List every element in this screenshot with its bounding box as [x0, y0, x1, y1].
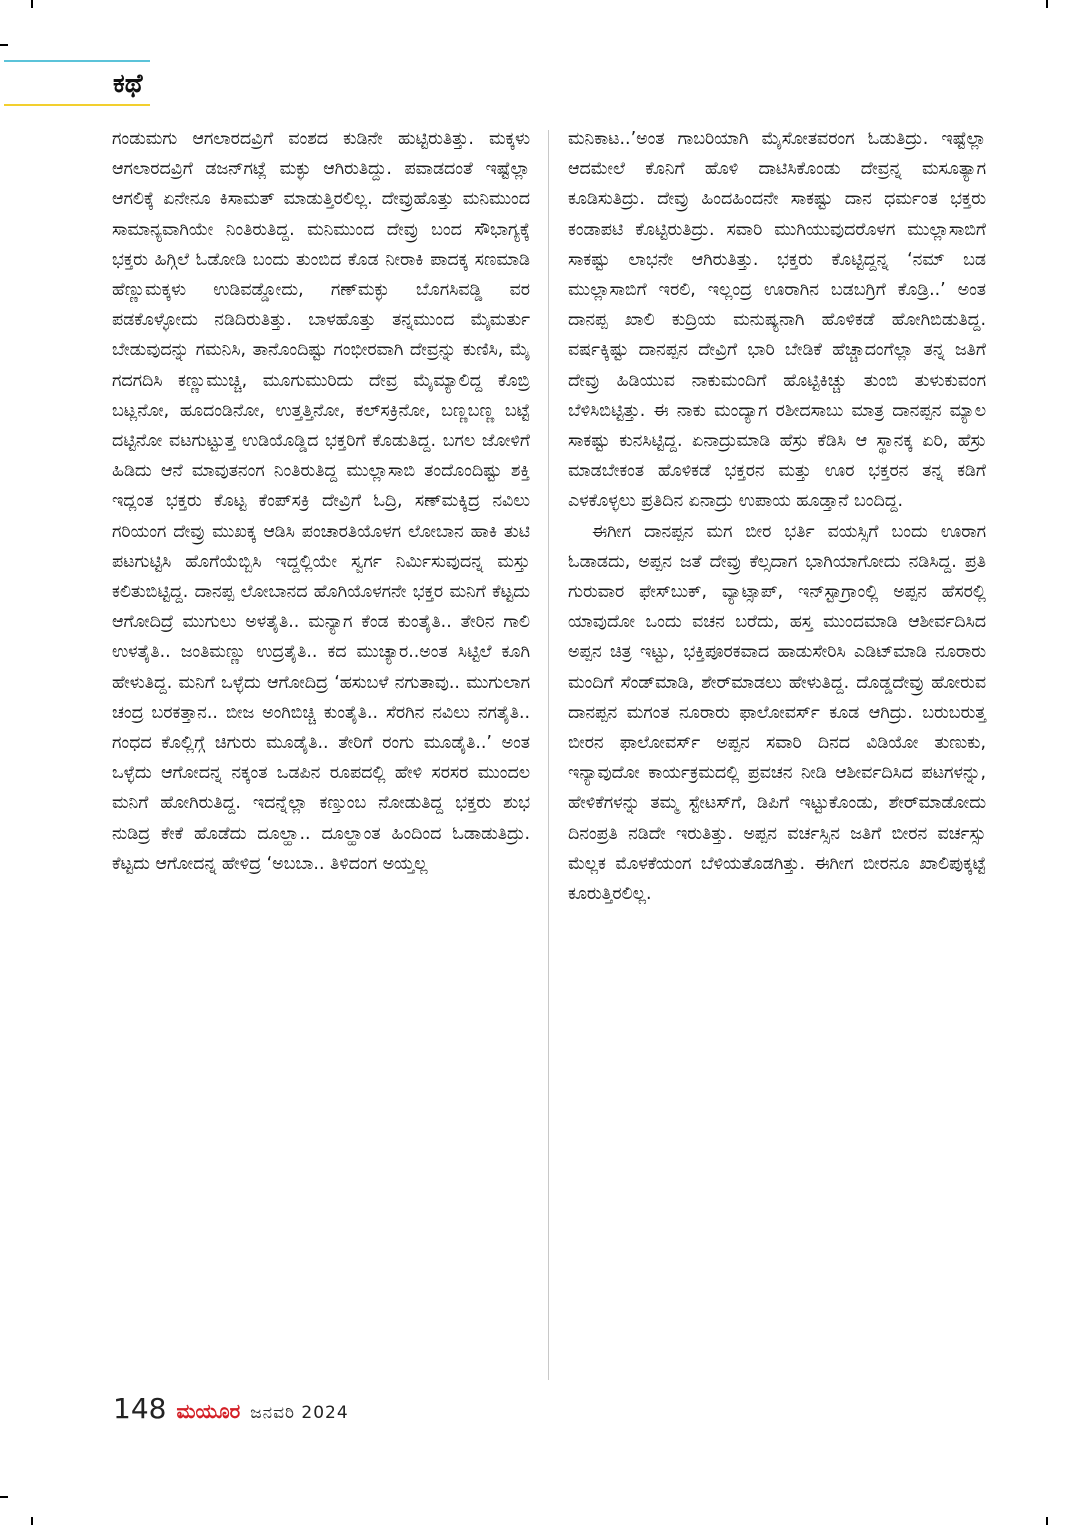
issue-date: ಜನವರಿ 2024: [250, 1403, 349, 1423]
crop-mark: [0, 44, 8, 46]
header-rule-yellow: [4, 104, 150, 106]
crop-mark: [1046, 0, 1048, 8]
story-paragraph: ಈಗೀಗ ದಾನಪ್ಪನ ಮಗ ಬೀರ ಭರ್ತಿ ವಯಸ್ಸಿಗೆ ಬಂದು ಊರಾಗ ಓಡಾಡದು, ಅಪ್ಪನ ಜತೆ ದೇವ್ರು ಕೆಲ್ಸದಾಗ ಭಾಗಿಯಾಗೋದು ನಡಿಸಿದ್ದ. ಪ್ರತಿ ಗುರುವಾರ ಫೇಸ್‌ಬುಕ್, ವ್ಯಾಟ್ಸಾಪ್, ಇನ್‌ಸ್ಟಾಗ್ರಾಂಲ್ಲಿ ಅಪ್ಪನ ಹೆಸರಲ್ಲಿ ಯಾವುದೋ ಒಂದು ವಚನ ಬರೆದು, ಹಸ್ತ ಮುಂದಮಾಡಿ ಆಶೀರ್ವದಿಸಿದ ಅಪ್ಪನ ಚಿತ್ರ ಇಟ್ಟು, ಭಕ್ತಿಪೂರಕವಾದ ಹಾಡುಸೇರಿಸಿ ಎಡಿಟ್‌ಮಾಡಿ ನೂರಾರು ಮಂದಿಗೆ ಸೆಂಡ್‌ಮಾಡಿ, ಶೇರ್‌ಮಾಡಲು ಹೇಳುತಿದ್ದ. ದೊಡ್ಡದೇವ್ರು ಹೋರುವ ದಾನಪ್ಪನ ಮಗಂತ ನೂರಾರು ಫಾಲೋವರ್ಸ್ ಕೂಡ ಆಗಿದ್ರು. ಬರುಬರುತ್ತ ಬೀರನ ಫಾಲೋವರ್ಸ್ ಅಪ್ಪನ ಸವಾರಿ ದಿನದ ವಿಡಿಯೋ ತುಣುಕು, ಇನ್ಯಾವುದೋ ಕಾರ್ಯಕ್ರಮದಲ್ಲಿ ಪ್ರವಚನ ನೀಡಿ ಆಶೀರ್ವದಿಸಿದ ಪಟಗಳನ್ನು, ಹೇಳಿಕೆಗಳನ್ನು ತಮ್ಮ ಸ್ಟೇಟಸ್‌ಗೆ, ಡಿಪಿಗೆ ಇಟ್ಟುಕೊಂಡು, ಶೇರ್‌ಮಾಡೋದು ದಿನಂಪ್ರತಿ ನಡಿದೇ ಇರುತಿತ್ತು. ಅಪ್ಪನ ವರ್ಚಸ್ಸಿನ ಜತಿಗೆ ಬೀರನ ವರ್ಚಸ್ಸು ಮೆಲ್ಲಕ ಮೊಳಕೆಯಂಗ ಬೆಳಿಯತೊಡಗಿತ್ತು. ಈಗೀಗ ಬೀರನೂ ಖಾಲಿಪುಕ್ಕಟ್ಟೆ ಕೂರುತ್ತಿರಲಿಲ್ಲ.: [568, 521, 986, 905]
column-divider: [548, 130, 549, 1380]
left-column: [112, 124, 530, 879]
crop-mark: [31, 1517, 33, 1525]
page-footer: [113, 1392, 349, 1426]
crop-mark: [31, 0, 33, 8]
story-paragraph: ಮನಿಕಾಟ..’ಅಂತ ಗಾಬರಿಯಾಗಿ ಮೈಸೋತವರಂಗ ಓಡುತಿದ್ರು. ಇಷ್ಟೆಲ್ಲಾ ಆದಮೇಲೆ ಕೊನಿಗೆ ಹೊಳಿ ದಾಟಿಸಿಕೊಂಡು ದೇವ್ರನ್ನ ಮಸೂತ್ಯಾಗ ಕೂಡಿಸುತಿದ್ರು. ದೇವ್ರು ಹಿಂದಹಿಂದನೇ ಸಾಕಷ್ಟು ದಾನ ಧರ್ಮಂತ ಭಕ್ತರು ಕಂಡಾಪಟಿ ಕೊಟ್ಟಿರುತಿದ್ರು. ಸವಾರಿ ಮುಗಿಯುವುದರೊಳಗ ಮುಲ್ಲಾಸಾಬಿಗೆ ಸಾಕಷ್ಟು ಲಾಭನೇ ಆಗಿರುತಿತ್ತು. ಭಕ್ತರು ಕೊಟ್ಟಿದ್ದನ್ನ ‘ನಮ್ ಬಡ ಮುಲ್ಲಾಸಾಬಿಗೆ ಇರಲಿ, ಇಲ್ಲಂದ್ರ ಊರಾಗಿನ ಬಡಬಗ್ರಿಗೆ ಕೊಡ್ರಿ..’ ಅಂತ ದಾನಪ್ಪ ಖಾಲಿ ಕುದ್ರಿಯ ಮನುಷ್ಯನಾಗಿ ಹೊಳಿಕಡೆ ಹೋಗಿಬಿಡುತಿದ್ದ. ವರ್ಷಕ್ಕಿಷ್ಟು ದಾನಪ್ಪನ ದೇವ್ರಿಗೆ ಭಾರಿ ಬೇಡಿಕೆ ಹೆಚ್ಚಾದಂಗೆಲ್ಲಾ ತನ್ನ ಜತಿಗೆ ದೇವ್ರು ಹಿಡಿಯುವ ನಾಕುಮಂದಿಗೆ ಹೊಟ್ಟಿಕಿಚ್ಚು ತುಂಬಿ ತುಳುಕುವಂಗ ಬೆಳಿಸಿಬಿಟ್ಟಿತ್ತು. ಈ ನಾಕು ಮಂದ್ಯಾಗ ರಶೀದಸಾಬು ಮಾತ್ರ ದಾನಪ್ಪನ ಮ್ಯಾಲ ಸಾಕಷ್ಟು ಕುನಸಿಟ್ಟಿದ್ದ. ಏನಾದ್ರುಮಾಡಿ ಹೆಸ್ರು ಕೆಡಿಸಿ ಆ ಸ್ಥಾನಕ್ಕ ಏರಿ, ಹೆಸ್ರು ಮಾಡಬೇಕಂತ ಹೊಳಿಕಡೆ ಭಕ್ತರನ ಮತ್ತು ಊರ ಭಕ್ತರನ ತನ್ನ ಕಡಿಗೆ ಎಳಕೊಳ್ಳಲು ಪ್ರತಿದಿನ ಏನಾದ್ರು ಉಪಾಯ ಹೂಡ್ತಾನೆ ಬಂದಿದ್ದ.: [568, 129, 986, 512]
story-paragraph: ಗಂಡುಮಗು ಆಗಲಾರದವ್ರಿಗೆ ವಂಶದ ಕುಡಿನೇ ಹುಟ್ಟಿರುತಿತ್ತು. ಮಕ್ಕಳು ಆಗಲಾರದವ್ರಿಗೆ ಡಜನ್‌ಗಟ್ಲೆ ಮಕ್ಳು ಆಗಿರುತಿದ್ದು. ಪವಾಡದಂತೆ ಇಷ್ಟೆಲ್ಲಾ ಆಗಲಿಕ್ಕೆ ಏನೇನೂ ಕಿಸಾಮತ್ ಮಾಡುತ್ತಿರಲಿಲ್ಲ. ದೇವ್ರುಹೊತ್ತು ಮನಿಮುಂದ ಸಾಮಾನ್ಯವಾಗಿಯೇ ನಿಂತಿರುತಿದ್ದ. ಮನಿಮುಂದ ದೇವ್ರು ಬಂದ ಸೌಭಾಗ್ಯಕ್ಕೆ ಭಕ್ತರು ಹಿಗ್ಗಿಲೆ ಓಡೋಡಿ ಬಂದು ತುಂಬಿದ ಕೊಡ ನೀರಾಕಿ ಪಾದಕ್ಕ ಸಣಮಾಡಿ ಹೆಣ್ಣುಮಕ್ಕಳು ಉಡಿವಡ್ಡೋದು, ಗಣ್‌ಮಕ್ಳು ಬೊಗಸಿವಡ್ಡಿ ವರ ಪಡಕೊಳ್ಳೋದು ನಡಿದಿರುತಿತ್ತು. ಬಾಳಹೊತ್ತು ತನ್ನಮುಂದ ಮೈಮರ್ತು ಬೇಡುವುದನ್ನು ಗಮನಿಸಿ, ತಾನೊಂದಿಷ್ಟು ಗಂಭೀರವಾಗಿ ದೇವ್ರನ್ನು ಕುಣಿಸಿ, ಮೈ ಗದಗದಿಸಿ ಕಣ್ಣುಮುಚ್ಚಿ, ಮೂಗುಮುರಿದು ದೇವ್ರ ಮೈಮ್ಯಾಲಿದ್ದ ಕೊಬ್ರಿ ಬಟ್ಲನೋ, ಹೂದಂಡಿನೋ, ಉತ್ತತ್ತಿನೋ, ಕಲ್‌ಸಕ್ರಿನೋ, ಬಣ್ಣಬಣ್ಣ ಬಟ್ಟೆ ದಟ್ಟಿನೋ ವಟಗುಟ್ಟುತ್ತ ಉಡಿಯೊಡ್ಡಿದ ಭಕ್ತರಿಗೆ ಕೊಡುತಿದ್ದ. ಬಗಲ ಜೋಳಿಗೆ ಹಿಡಿದು ಆನೆ ಮಾವುತನಂಗ ನಿಂತಿರುತಿದ್ದ ಮುಲ್ಲಾಸಾಬಿ ತಂದೊಂದಿಷ್ಟು ಶಕ್ತಿ ಇದ್ಲಂತ ಭಕ್ತರು ಕೊಟ್ಟ ಕೆಂಪ್‌ಸಕ್ರಿ ದೇವ್ರಿಗೆ ಓದ್ರಿ, ಸಣ್‌ಮಕ್ಕಿದ್ರ ನವಿಲು ಗರಿಯಂಗ ದೇವ್ರು ಮುಖಕ್ಕ ಆಡಿಸಿ ಪಂಚಾರತಿಯೊಳಗ ಲೋಬಾನ ಹಾಕಿ ತುಟಿ ಪಟಗುಟ್ಟಿಸಿ ಹೊಗೆಯೆಬ್ಬಿಸಿ ಇದ್ದಲ್ಲಿಯೇ ಸ್ವರ್ಗ ನಿರ್ಮಿಸುವುದನ್ನ ಮಸ್ತು ಕಲಿತುಬಿಟ್ಟಿದ್ದ. ದಾನಪ್ಪ ಲೋಬಾನದ ಹೊಗಿಯೊಳಗನೇ ಭಕ್ತರ ಮನಿಗೆ ಕೆಟ್ಟದು ಆಗೋದಿದ್ರೆ ಮುಗುಲು ಅಳತೈತಿ.. ಮನ್ಯಾಗ ಕೆಂಡ ಕುಂತೈತಿ.. ತೇರಿನ ಗಾಲಿ ಉಳತೈತಿ.. ಜಂತಿಮಣ್ಣು ಉದ್ರತೈತಿ.. ಕದ ಮುಚ್ಯಾರ..ಅಂತ ಸಿಟ್ಟಿಲೆ ಕೂಗಿ ಹೇಳುತಿದ್ದ. ಮನಿಗೆ ಒಳ್ಳೆದು ಆಗೋದಿದ್ರ ‘ಹಸುಬಳೆ ನಗುತಾವು.. ಮುಗುಲಾಗ ಚಂದ್ರ ಬರಕತ್ತಾನ.. ಬೀಜ ಅಂಗಿಬಿಚ್ಚಿ ಕುಂತೈತಿ.. ಸೆರಗಿನ ನವಿಲು ನಗತೈತಿ.. ಗಂಧದ ಕೊಲ್ಲಿಗ್ಗೆ ಚಿಗುರು ಮೂಡೈತಿ.. ತೇರಿಗೆ ರಂಗು ಮೂಡೈತಿ..’ ಅಂತ ಒಳ್ಳೆದು ಆಗೋದನ್ನ ನಕ್ಕಂತ ಒಡಪಿನ ರೂಪದಲ್ಲಿ ಹೇಳಿ ಸರಸರ ಮುಂದಲ ಮನಿಗೆ ಹೋಗಿರುತಿದ್ದ. ಇದನ್ನೆಲ್ಲಾ ಕಣ್ತುಂಬ ನೋಡುತಿದ್ದ ಭಕ್ತರು ಶುಭ ನುಡಿದ್ರ ಕೇಕೆ ಹೊಡೆದು ದೂಲ್ಹಾ.. ದೂಲ್ಹಾಂತ ಹಿಂದಿಂದ ಓಡಾಡುತಿದ್ರು. ಕೆಟ್ಟದು ಆಗೋದನ್ನ ಹೇಳಿದ್ರ ‘ಅಬಬಾ.. ತಿಳಿದಂಗ ಅಯ್ತಲ್ಲ: [112, 129, 530, 874]
page-number: 148: [113, 1392, 167, 1425]
header-rule-cyan: [4, 60, 150, 62]
right-column: [568, 124, 986, 909]
section-title: ಕಥೆ: [113, 69, 143, 99]
magazine-logo: ಮಯೂರ: [176, 1399, 241, 1423]
crop-mark: [1046, 1517, 1048, 1525]
crop-mark: [0, 1496, 8, 1498]
